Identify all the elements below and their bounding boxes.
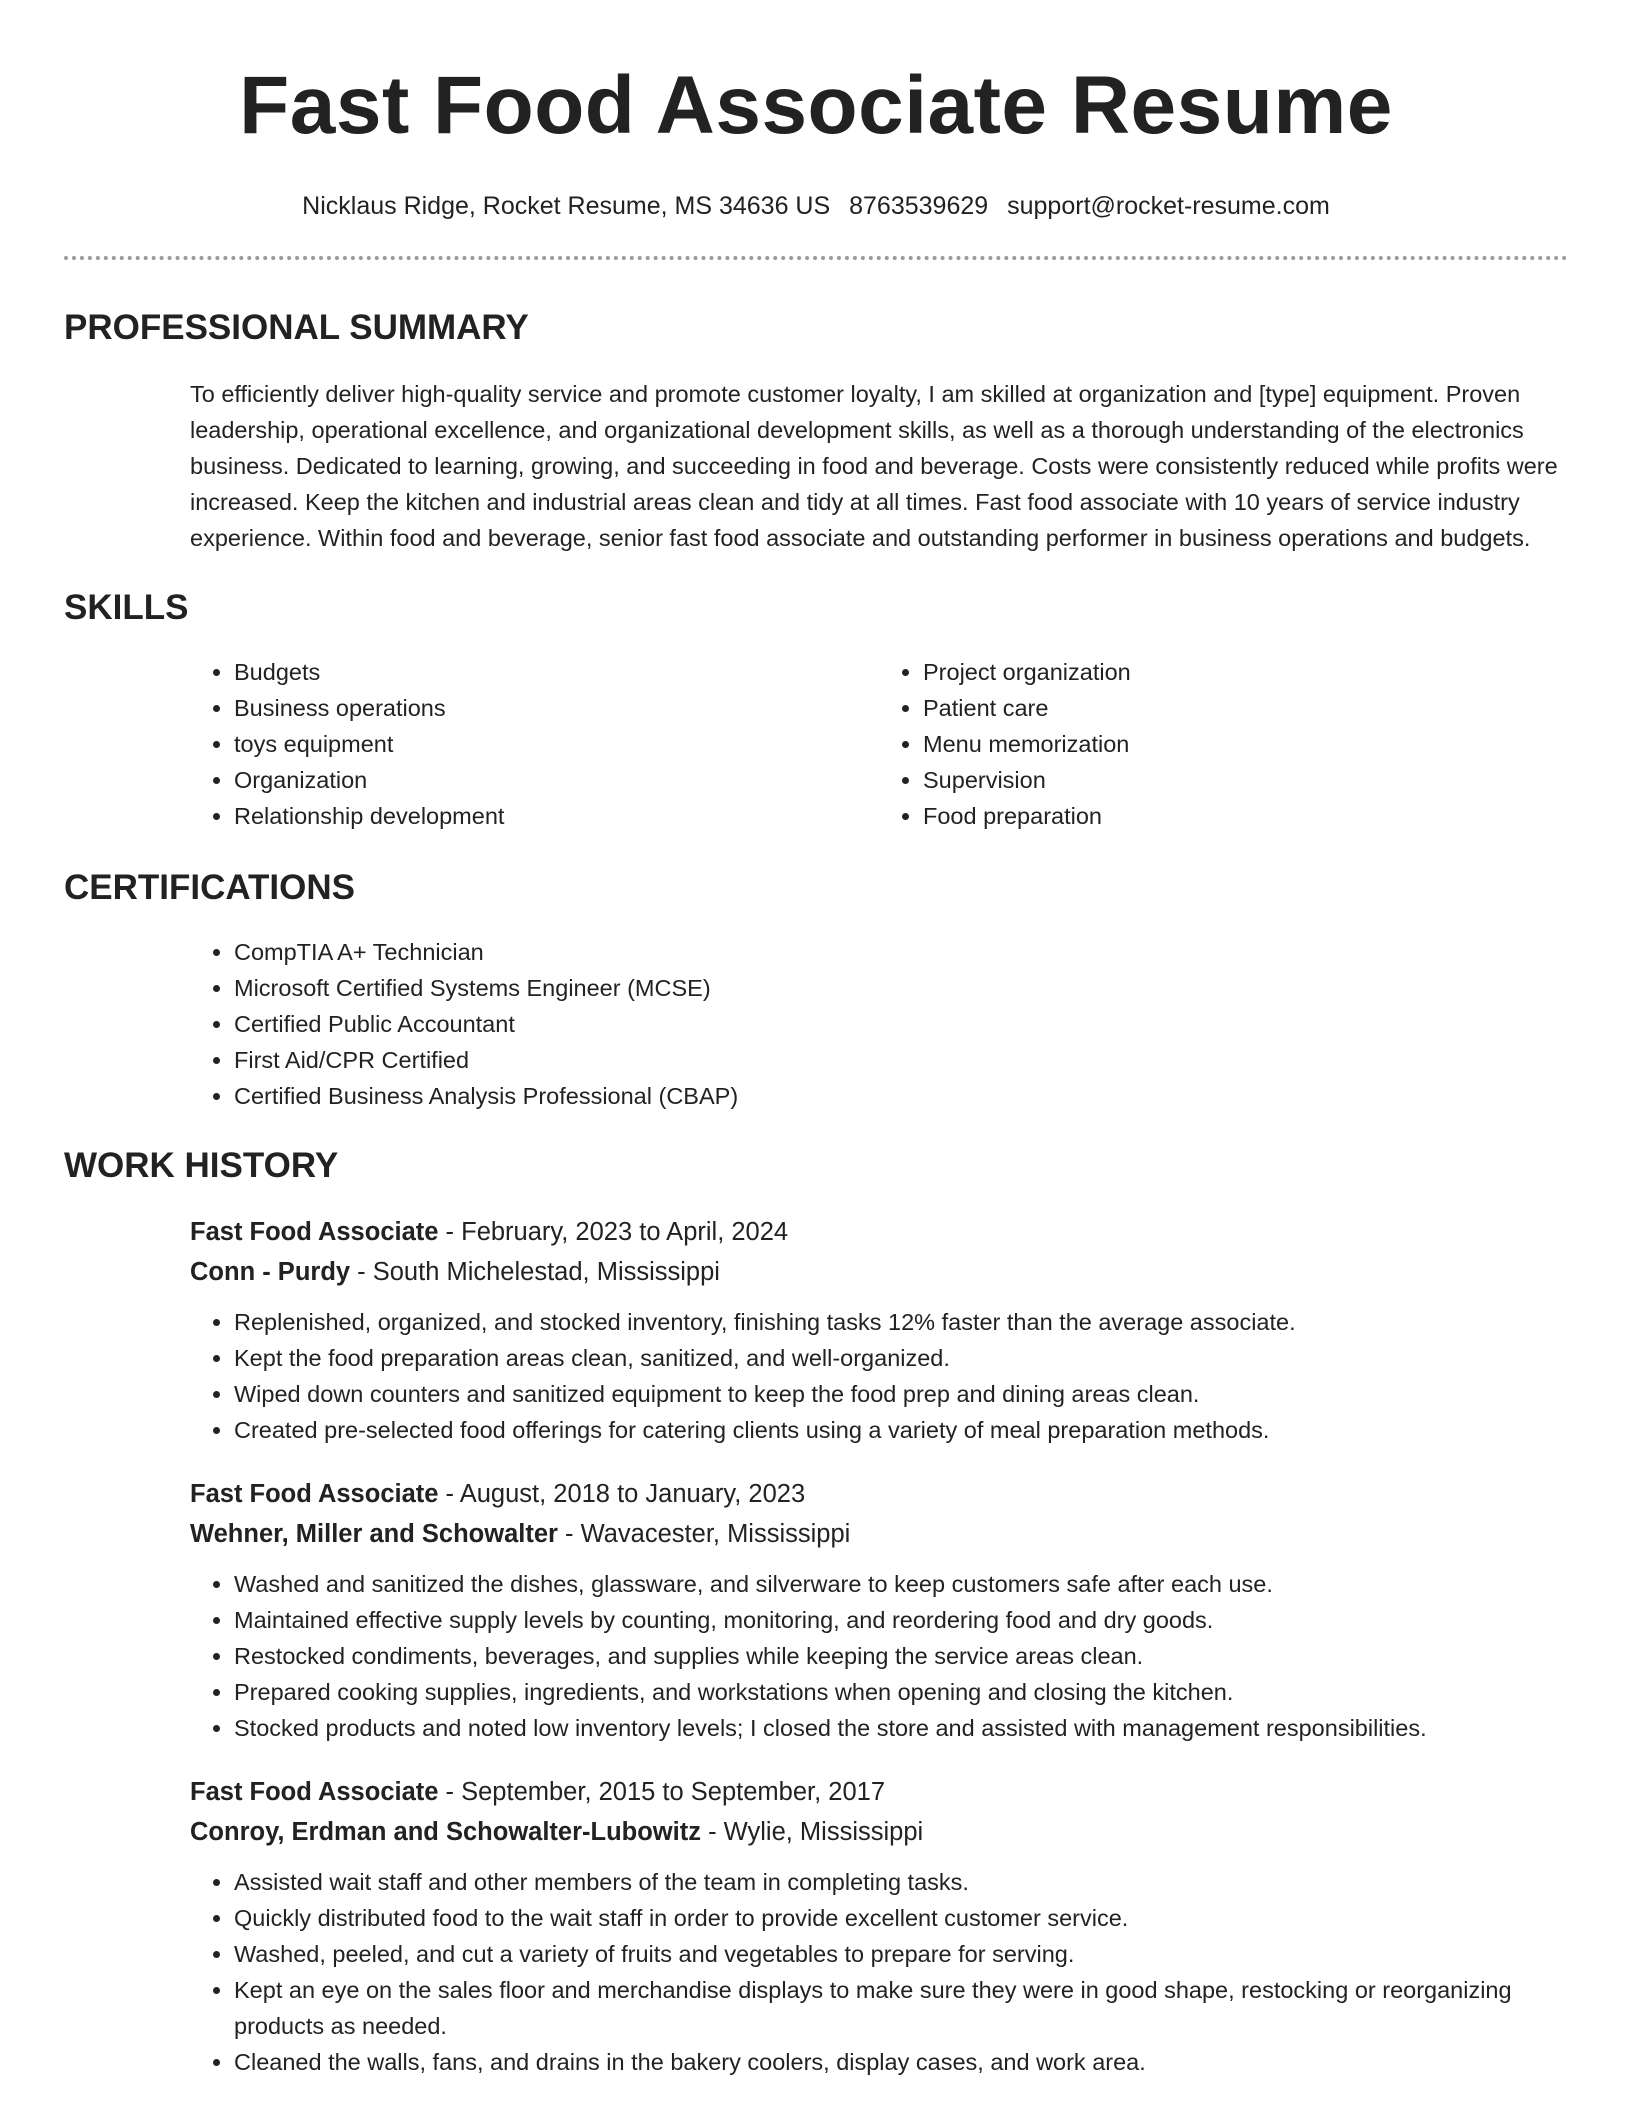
job-entry [190, 1772, 1568, 2080]
skill-item: • Business operations [234, 690, 879, 726]
job-dates: - February, 2023 to April, 2024 [438, 1218, 789, 1246]
job-duty: • Wiped down counters and sanitized equipment to keep the food prep and dining areas clean. [234, 1376, 1568, 1412]
job-title-line [190, 1772, 1568, 1812]
skill-item: • Patient care [923, 690, 1568, 726]
job-company: Conn - Purdy [190, 1258, 351, 1286]
summary-text: To efficiently deliver high-quality service and promote customer loyalty, I am skilled at organization and [type] equipment. Proven leadership, operational excellence, and organizational development skills, as well as a thorough understanding of the electronics business. Dedicated to learning, growing, and succeeding in food and beverage. Costs were consistently reduced while profits were increased. Keep the kitchen and industrial areas clean and tidy at all times. Fast food associate with 10 years of service industry experience. Within food and beverage, senior fast food associate and outstanding performer in business operations and budgets. [190, 381, 1558, 551]
job-company: Conroy, Erdman and Schowalter-Lubowitz [190, 1818, 701, 1846]
job-title: Fast Food Associate [190, 1218, 439, 1246]
skill-item: • Menu memorization [923, 726, 1568, 762]
job-entry [190, 1212, 1568, 1448]
contact-email: support@rocket-resume.com [1007, 192, 1330, 220]
skill-item: • Organization [234, 762, 879, 798]
job-duties-list [190, 1304, 1568, 1448]
job-entry [190, 1474, 1568, 1746]
job-duty: • Kept an eye on the sales floor and merchandise displays to make sure they were in good shape, restocking or reorganizing products as needed. [234, 1972, 1568, 2044]
job-title-line [190, 1212, 1568, 1252]
job-company: Wehner, Miller and Schowalter [190, 1520, 558, 1548]
job-duty: • Assisted wait staff and other members of the team in completing tasks. [234, 1864, 1568, 1900]
job-location: - Wavacester, Mississippi [557, 1520, 851, 1548]
skill-item: • Relationship development [234, 798, 879, 834]
job-dates: - August, 2018 to January, 2023 [438, 1480, 806, 1508]
job-duties-list [190, 1864, 1568, 2080]
skill-item: • Budgets [234, 654, 879, 690]
skills-columns [190, 654, 1568, 834]
skill-item: • toys equipment [234, 726, 879, 762]
job-dates: - September, 2015 to September, 2017 [438, 1778, 886, 1806]
job-duty: • Prepared cooking supplies, ingredients, and workstations when opening and closing the kitchen. [234, 1674, 1568, 1710]
section-title-summary: PROFESSIONAL SUMMARY [64, 308, 529, 347]
section-title-certifications: CERTIFICATIONS [64, 868, 356, 907]
section-title-skills: SKILLS [64, 588, 189, 627]
job-duty: • Restocked condiments, beverages, and supplies while keeping the service areas clean. [234, 1638, 1568, 1674]
job-duty: • Replenished, organized, and stocked inventory, finishing tasks 12% faster than the average associate. [234, 1304, 1568, 1340]
skill-item: • Supervision [923, 762, 1568, 798]
job-company-line [190, 1252, 1568, 1292]
job-company-line [190, 1812, 1568, 1852]
section-title-work-history: WORK HISTORY [64, 1146, 339, 1185]
job-duty: • Kept the food preparation areas clean, sanitized, and well-organized. [234, 1340, 1568, 1376]
skills-list-right [879, 654, 1568, 834]
job-duties-list [190, 1566, 1568, 1746]
job-title-line [190, 1474, 1568, 1514]
certification-item: • Certified Public Accountant [234, 1006, 1568, 1042]
certification-item: • First Aid/CPR Certified [234, 1042, 1568, 1078]
skill-item: • Food preparation [923, 798, 1568, 834]
job-location: - Wylie, Mississippi [700, 1818, 924, 1846]
job-duty: • Maintained effective supply levels by counting, monitoring, and reordering food and dry goods. [234, 1602, 1568, 1638]
skill-item: • Project organization [923, 654, 1568, 690]
job-location: - South Michelestad, Mississippi [350, 1258, 720, 1286]
job-title: Fast Food Associate [190, 1480, 439, 1508]
job-duty: • Quickly distributed food to the wait staff in order to provide excellent customer service. [234, 1900, 1568, 1936]
certification-item: • Microsoft Certified Systems Engineer (MCSE) [234, 970, 1568, 1006]
resume-title: Fast Food Associate Resume [239, 60, 1393, 151]
contact-phone: 8763539629 [849, 192, 989, 220]
certifications-block [190, 934, 1568, 1114]
contact-line [64, 190, 1568, 222]
job-duty: • Washed and sanitized the dishes, glassware, and silverware to keep customers safe after each use. [234, 1566, 1568, 1602]
certification-item: • Certified Business Analysis Professional (CBAP) [234, 1078, 1568, 1114]
certifications-list [190, 934, 1568, 1114]
job-duty: • Cleaned the walls, fans, and drains in the bakery coolers, display cases, and work area. [234, 2044, 1568, 2080]
job-duty: • Washed, peeled, and cut a variety of fruits and vegetables to prepare for serving. [234, 1936, 1568, 1972]
job-duty: • Created pre-selected food offerings for catering clients using a variety of meal preparation methods. [234, 1412, 1568, 1448]
skills-list-left [190, 654, 879, 834]
job-company-line [190, 1514, 1568, 1554]
job-title: Fast Food Associate [190, 1778, 439, 1806]
job-duty: • Stocked products and noted low inventory levels; I closed the store and assisted with management responsibilities. [234, 1710, 1568, 1746]
header-divider [64, 256, 1568, 260]
contact-address: Nicklaus Ridge, Rocket Resume, MS 34636 US [302, 192, 831, 220]
certification-item: • CompTIA A+ Technician [234, 934, 1568, 970]
